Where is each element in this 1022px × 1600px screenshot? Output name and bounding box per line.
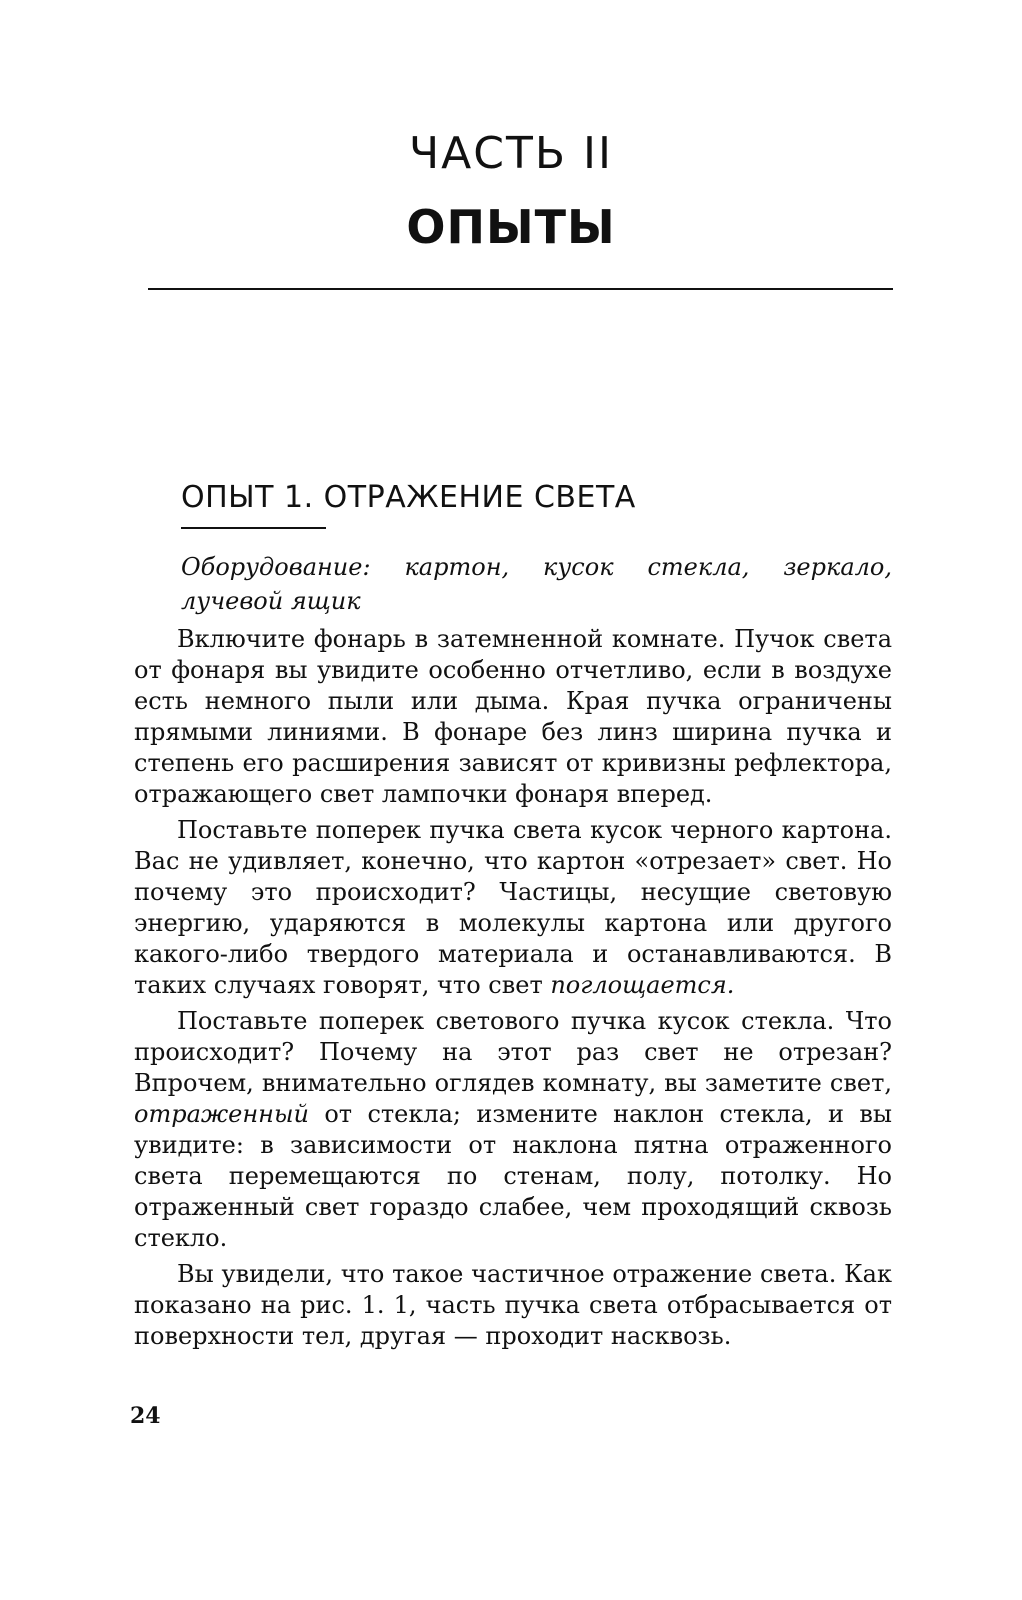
- part-title: ОПЫТЫ: [406, 200, 616, 254]
- page-number: 24: [130, 1403, 161, 1429]
- paragraph-2-emphasis: поглощается.: [550, 971, 735, 999]
- paragraph-3-emphasis: отраженный: [134, 1100, 309, 1128]
- paragraph-4: Вы увидели, что такое частичное отражение света. Как показано на рис. 1. 1, часть пучка света отбрасывается от поверхности тел, другая — проходит насквозь.: [134, 1260, 892, 1350]
- paragraph-1: Включите фонарь в затемненной комнате. Пучок света от фонаря вы увидите особенно отчетливо, если в воздухе есть немного пыли или дыма. Края пучка ограничены прямыми линиями. В фонаре без линз ширина пучка и степень его расширения зависят от кривизны рефлектора, отражающего свет лампочки фонаря вперед.: [134, 625, 892, 808]
- part-label: ЧАСТЬ II: [409, 128, 613, 179]
- experiment-title: ОПЫТ 1. ОТРАЖЕНИЕ СВЕТА: [181, 480, 636, 515]
- paragraph-3-text-b: от стекла; измените наклон стекла, и вы увидите: в зависимости от наклона пятна отраженного света перемещаются по стенам, полу, потолку. Но отраженный свет гораздо слабее, чем проходящий сквозь стекло.: [134, 1100, 892, 1252]
- paragraph-2-text: Поставьте поперек пучка света кусок черного картона. Вас не удивляет, конечно, что картон «отрезает» свет. Но почему это происходит? Частицы, несущие световую энергию, ударяются в молекулы картона или другого какого-либо твердого материала и останавливаются. В таких случаях говорят, что свет: [134, 816, 892, 999]
- equipment-line: Оборудование: картон, кусок стекла, зеркало, лучевой ящик: [181, 553, 892, 615]
- body-text: [134, 624, 892, 1357]
- paragraph-3-text-a: Поставьте поперек светового пучка кусок стекла. Что происходит? Почему на этот раз свет не отрезан? Впрочем, внимательно оглядев комнату, вы заметите свет,: [134, 1007, 892, 1097]
- section-divider: [148, 288, 893, 290]
- paragraph-2: [134, 815, 892, 1001]
- paragraph-3: [134, 1006, 892, 1254]
- experiment-title-underline: [181, 527, 326, 529]
